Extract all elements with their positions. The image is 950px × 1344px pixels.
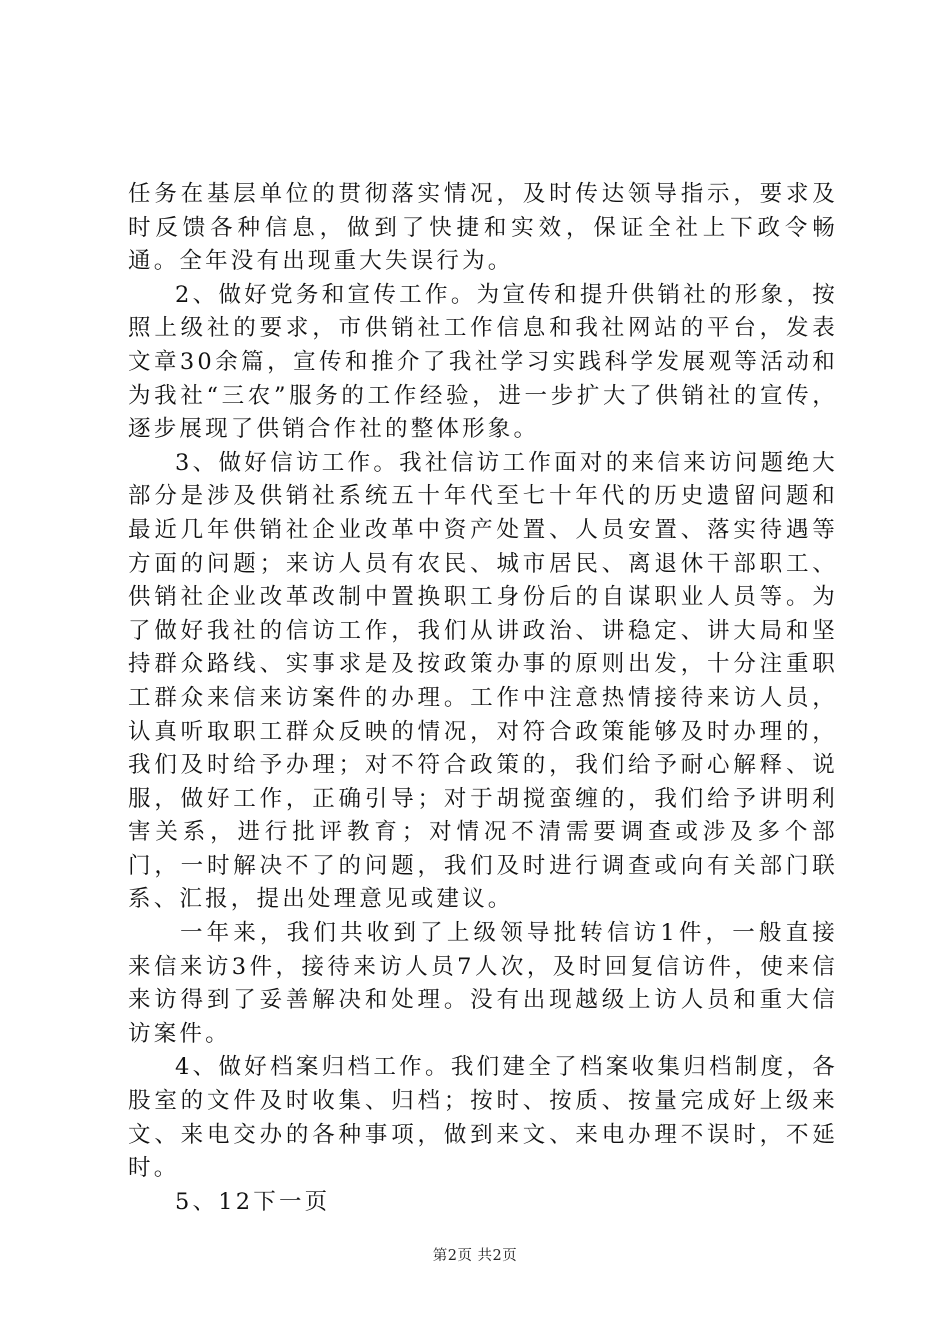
next-page-link[interactable]: 5、12下一页	[175, 1188, 331, 1215]
page-number-footer: 第2页 共2页	[432, 1248, 518, 1264]
paragraph-continuation: 任务在基层单位的贯彻落实情况，及时传达领导指示，要求及时反馈各种信息，做到了快捷和实效，保证全社上下政令畅通。全年没有出现重大失误行为。	[128, 181, 838, 275]
paragraph-item-2-publicity: 2、做好党务和宣传工作。为宣传和提升供销社的形象，按照上级社的要求，市供销社工作信息和我社网站的平台，发表文章30余篇，宣传和推介了我社学习实践科学发展观等活动和为我社“三农”服务的工作经验，进一步扩大了供销社的宣传，逐步展现了供销合作社的整体形象。	[128, 281, 838, 443]
paragraph-petition-statistics: 一年来，我们共收到了上级领导批转信访1件，一般直接来信来访3件，接待来访人员7人次，及时回复信访件，使来信来访得到了妥善解决和处理。没有出现越级上访人员和重大信访案件。	[128, 920, 838, 1047]
paragraph-item-3-petitions: 3、做好信访工作。我社信访工作面对的来信来访问题绝大部分是涉及供销社系统五十年代至七十年代的历史遗留问题和最近几年供销社企业改革中资产处置、人员安置、落实待遇等方面的问题；来访人员有农民、城市居民、离退休干部职工、供销社企业改革改制中置换职工身份后的自谋职业人员等。为了做好我社的信访工作，我们从讲政治、讲稳定、讲大局和坚持群众路线、实事求是及按政策办事的原则出发，十分注重职工群众来信来访案件的办理。工作中注意热情接待来访人员，认真听取职工群众反映的情况，对符合政策能够及时办理的，我们及时给予办理；对不符合政策的，我们给予耐心解释、说服，做好工作，正确引导；对于胡搅蛮缠的，我们给予讲明利害关系，进行批评教育；对情况不清需要调查或涉及多个部门，一时解决不了的问题，我们及时进行调查或向有关部门联系、汇报，提出处理意见或建议。	[128, 449, 838, 913]
paragraph-item-4-archives: 4、做好档案归档工作。我们建全了档案收集归档制度，各股室的文件及时收集、归档；按时、按质、按量完成好上级来文、来电交办的各种事项，做到来文、来电办理不误时，不延时。	[128, 1054, 838, 1182]
document-body	[128, 178, 838, 1219]
